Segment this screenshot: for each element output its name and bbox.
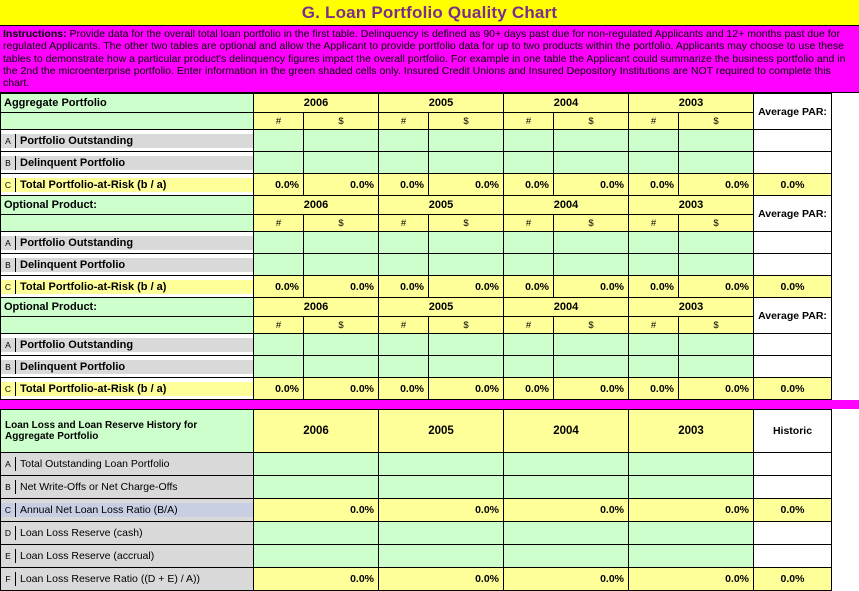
row-label: Total Portfolio-at-Risk (b / a) xyxy=(16,382,254,396)
input-cell[interactable] xyxy=(379,453,504,476)
input-cell[interactable] xyxy=(254,453,379,476)
table-row xyxy=(1,545,832,568)
input-cell[interactable] xyxy=(429,130,504,152)
portfolio-tables xyxy=(0,93,832,400)
input-cell[interactable] xyxy=(554,254,629,276)
input-cell[interactable] xyxy=(504,522,629,545)
input-cell[interactable] xyxy=(504,476,629,499)
calc-cell: 0.0% xyxy=(379,276,429,298)
row-index: A xyxy=(1,457,16,471)
year-header-2003: 2003 xyxy=(629,298,754,317)
historic-cell xyxy=(754,545,832,568)
year-header-2004: 2004 xyxy=(504,196,629,215)
calc-cell: 0.0% xyxy=(429,276,504,298)
table-row xyxy=(1,152,832,174)
calc-cell: 0.0% xyxy=(379,499,504,522)
page-title: G. Loan Portfolio Quality Chart xyxy=(301,2,558,22)
input-cell[interactable] xyxy=(254,232,304,254)
total-row xyxy=(1,276,832,298)
average-cell xyxy=(754,356,832,378)
table-row xyxy=(1,130,832,152)
subheader-dollar-2005: $ xyxy=(429,113,504,130)
row-label: Loan Loss Reserve Ratio ((D + E) / A)) xyxy=(16,572,254,586)
input-cell[interactable] xyxy=(304,130,379,152)
subheader-num-2004: # xyxy=(504,317,554,334)
instructions-label: Instructions: xyxy=(3,28,67,40)
instructions-text: Provide data for the overall total loan portfolio in the first table. Delinquency is defined as 90+ days past due for non-regulated Applicants and 12+ months past due for regulated Applicants. The other two tables are optional and allow the Applicant to provide portfolio data for up to two products within the portfolio. Applicants may choose to use these tables to demonstrate how a particular product's delinquency figures impact the overall portfolio. For example in one table the Applicant could summarize the business portfolio and in the 2nd the microenterprise portfolio. Enter information in the green shaded cells only. Insured Credit Unions and Insured Depository Institutions are NOT required to complete this chart. xyxy=(3,28,846,90)
calc-cell: 0.0% xyxy=(679,378,754,400)
input-cell[interactable] xyxy=(254,476,379,499)
section-title-optional-2[interactable]: Optional Product: xyxy=(1,298,254,317)
input-cell[interactable] xyxy=(379,130,429,152)
input-cell[interactable] xyxy=(629,152,679,174)
row-label: Portfolio Outstanding xyxy=(16,338,254,352)
input-cell[interactable] xyxy=(504,232,554,254)
row-index: E xyxy=(1,549,16,563)
input-cell[interactable] xyxy=(379,254,429,276)
section-header-row xyxy=(1,94,832,113)
section-divider xyxy=(0,400,859,409)
input-cell[interactable] xyxy=(629,254,679,276)
historic-cell: 0.0% xyxy=(754,568,832,591)
table-row xyxy=(1,568,832,591)
subheader-dollar-2003: $ xyxy=(679,317,754,334)
subheader-dollar-2006: $ xyxy=(304,317,379,334)
table-row xyxy=(1,453,832,476)
row-label-cell xyxy=(1,334,254,356)
input-cell[interactable] xyxy=(254,522,379,545)
section-header-row xyxy=(1,196,832,215)
input-cell[interactable] xyxy=(429,356,504,378)
row-index: B xyxy=(1,360,16,374)
calc-cell: 0.0% xyxy=(254,276,304,298)
input-cell[interactable] xyxy=(504,334,554,356)
input-cell[interactable] xyxy=(504,254,554,276)
subheader-num-2005: # xyxy=(379,113,429,130)
year-header-2005: 2005 xyxy=(379,196,504,215)
input-cell[interactable] xyxy=(379,152,429,174)
subheader-dollar-2003: $ xyxy=(679,113,754,130)
bottom-table-title: Loan Loss and Loan Reserve History for Aggregate Portfolio xyxy=(1,410,254,453)
calc-cell: 0.0% xyxy=(379,378,429,400)
input-cell[interactable] xyxy=(379,522,504,545)
input-cell[interactable] xyxy=(504,152,554,174)
calc-cell: 0.0% xyxy=(504,174,554,196)
input-cell[interactable] xyxy=(629,232,679,254)
input-cell[interactable] xyxy=(429,232,504,254)
row-label-cell xyxy=(1,453,254,476)
input-cell[interactable] xyxy=(629,522,754,545)
row-index: A xyxy=(1,338,16,352)
average-par-value: 0.0% xyxy=(754,174,832,196)
row-label: Total Portfolio-at-Risk (b / a) xyxy=(16,178,254,192)
row-label-cell xyxy=(1,522,254,545)
row-label-cell xyxy=(1,499,254,522)
input-cell[interactable] xyxy=(554,130,629,152)
input-cell[interactable] xyxy=(629,356,679,378)
loan-loss-history-table xyxy=(0,409,832,591)
average-cell xyxy=(754,334,832,356)
subheader-dollar-2003: $ xyxy=(679,215,754,232)
input-cell[interactable] xyxy=(554,356,629,378)
row-index: F xyxy=(1,572,16,586)
historic-cell xyxy=(754,476,832,499)
input-cell[interactable] xyxy=(254,334,304,356)
table-row xyxy=(1,334,832,356)
row-label: Annual Net Loan Loss Ratio (B/A) xyxy=(16,503,254,517)
row-label: Portfolio Outstanding xyxy=(16,134,254,148)
subheader-dollar-2004: $ xyxy=(554,317,629,334)
page-title-bar xyxy=(0,0,859,26)
input-cell[interactable] xyxy=(304,232,379,254)
subheader-num-2005: # xyxy=(379,317,429,334)
input-cell[interactable] xyxy=(304,356,379,378)
year-header-2006: 2006 xyxy=(254,298,379,317)
input-cell[interactable] xyxy=(379,356,429,378)
total-label-cell xyxy=(1,276,254,298)
row-label: Loan Loss Reserve (accrual) xyxy=(16,549,254,563)
year-header-2004: 2004 xyxy=(504,94,629,113)
calc-cell: 0.0% xyxy=(429,378,504,400)
row-label-cell xyxy=(1,152,254,174)
input-cell[interactable] xyxy=(629,476,754,499)
input-cell[interactable] xyxy=(504,130,554,152)
year-header-2006: 2006 xyxy=(254,94,379,113)
average-par-value: 0.0% xyxy=(754,378,832,400)
average-cell xyxy=(754,232,832,254)
table-row xyxy=(1,476,832,499)
average-par-value: 0.0% xyxy=(754,276,832,298)
row-label: Delinquent Portfolio xyxy=(16,360,254,374)
input-cell[interactable] xyxy=(304,254,379,276)
bottom-year-2003: 2003 xyxy=(629,410,754,453)
historic-cell xyxy=(754,453,832,476)
bottom-year-2004: 2004 xyxy=(504,410,629,453)
subheader-num-2006: # xyxy=(254,215,304,232)
row-label: Net Write-Offs or Net Charge-Offs xyxy=(16,480,254,494)
input-cell[interactable] xyxy=(429,152,504,174)
row-label: Delinquent Portfolio xyxy=(16,156,254,170)
calc-cell: 0.0% xyxy=(554,378,629,400)
row-label-cell xyxy=(1,568,254,591)
calc-cell: 0.0% xyxy=(504,568,629,591)
historic-header: Historic xyxy=(754,410,832,453)
calc-cell: 0.0% xyxy=(379,174,429,196)
subheader-num-2003: # xyxy=(629,113,679,130)
historic-cell xyxy=(754,522,832,545)
average-cell xyxy=(754,152,832,174)
calc-cell: 0.0% xyxy=(629,174,679,196)
table-row xyxy=(1,356,832,378)
year-header-2006: 2006 xyxy=(254,196,379,215)
input-cell[interactable] xyxy=(554,334,629,356)
section-header-row xyxy=(1,298,832,317)
calc-cell: 0.0% xyxy=(554,174,629,196)
year-header-2004: 2004 xyxy=(504,298,629,317)
row-index: C xyxy=(1,280,16,294)
total-row xyxy=(1,378,832,400)
row-label-cell xyxy=(1,545,254,568)
subheader-num-2004: # xyxy=(504,215,554,232)
row-label-cell xyxy=(1,130,254,152)
input-cell[interactable] xyxy=(254,254,304,276)
row-label: Portfolio Outstanding xyxy=(16,236,254,250)
input-cell[interactable] xyxy=(254,152,304,174)
calc-cell: 0.0% xyxy=(504,378,554,400)
table-row xyxy=(1,254,832,276)
year-header-2005: 2005 xyxy=(379,298,504,317)
average-par-header: Average PAR: xyxy=(754,298,832,334)
calc-cell: 0.0% xyxy=(304,276,379,298)
input-cell[interactable] xyxy=(254,545,379,568)
subheader-num-2003: # xyxy=(629,215,679,232)
row-index: D xyxy=(1,526,16,540)
input-cell[interactable] xyxy=(504,453,629,476)
total-row xyxy=(1,174,832,196)
table-row xyxy=(1,522,832,545)
row-index: C xyxy=(1,178,16,192)
table-row xyxy=(1,499,832,522)
input-cell[interactable] xyxy=(379,476,504,499)
row-label: Total Portfolio-at-Risk (b / a) xyxy=(16,280,254,294)
calc-cell: 0.0% xyxy=(379,568,504,591)
subheader-dollar-2004: $ xyxy=(554,215,629,232)
input-cell[interactable] xyxy=(629,334,679,356)
average-cell xyxy=(754,130,832,152)
year-header-2003: 2003 xyxy=(629,196,754,215)
section-subheader-row xyxy=(1,113,832,130)
input-cell[interactable] xyxy=(554,152,629,174)
input-cell[interactable] xyxy=(379,232,429,254)
total-label-cell xyxy=(1,378,254,400)
average-par-header: Average PAR: xyxy=(754,196,832,232)
input-cell[interactable] xyxy=(504,356,554,378)
calc-cell: 0.0% xyxy=(679,174,754,196)
row-index: B xyxy=(1,480,16,494)
row-index: A xyxy=(1,236,16,250)
input-cell[interactable] xyxy=(379,545,504,568)
row-index: C xyxy=(1,503,16,517)
subheader-dollar-2005: $ xyxy=(429,215,504,232)
input-cell[interactable] xyxy=(679,152,754,174)
average-cell xyxy=(754,254,832,276)
average-par-header: Average PAR: xyxy=(754,94,832,130)
subheader-num-2004: # xyxy=(504,113,554,130)
calc-cell: 0.0% xyxy=(629,276,679,298)
calc-cell: 0.0% xyxy=(629,568,754,591)
bottom-header-row xyxy=(1,410,832,453)
input-cell[interactable] xyxy=(504,545,629,568)
section-subtitle-spacer xyxy=(1,215,254,232)
year-header-2005: 2005 xyxy=(379,94,504,113)
calc-cell: 0.0% xyxy=(629,499,754,522)
calc-cell: 0.0% xyxy=(504,499,629,522)
input-cell[interactable] xyxy=(304,152,379,174)
input-cell[interactable] xyxy=(679,254,754,276)
subheader-dollar-2005: $ xyxy=(429,317,504,334)
input-cell[interactable] xyxy=(379,334,429,356)
section-subtitle-spacer xyxy=(1,113,254,130)
input-cell[interactable] xyxy=(629,453,754,476)
calc-cell: 0.0% xyxy=(629,378,679,400)
calc-cell: 0.0% xyxy=(429,174,504,196)
row-index: C xyxy=(1,382,16,396)
calc-cell: 0.0% xyxy=(679,276,754,298)
total-label-cell xyxy=(1,174,254,196)
row-index: B xyxy=(1,156,16,170)
section-subheader-row xyxy=(1,317,832,334)
input-cell[interactable] xyxy=(679,356,754,378)
section-title-aggregate: Aggregate Portfolio xyxy=(1,94,254,113)
input-cell[interactable] xyxy=(254,356,304,378)
year-header-2003: 2003 xyxy=(629,94,754,113)
row-label-cell xyxy=(1,232,254,254)
calc-cell: 0.0% xyxy=(304,378,379,400)
section-subtitle-spacer xyxy=(1,317,254,334)
input-cell[interactable] xyxy=(429,334,504,356)
subheader-num-2006: # xyxy=(254,317,304,334)
row-index: A xyxy=(1,134,16,148)
input-cell[interactable] xyxy=(554,232,629,254)
table-row xyxy=(1,232,832,254)
input-cell[interactable] xyxy=(429,254,504,276)
calc-cell: 0.0% xyxy=(504,276,554,298)
subheader-dollar-2004: $ xyxy=(554,113,629,130)
subheader-num-2006: # xyxy=(254,113,304,130)
subheader-dollar-2006: $ xyxy=(304,215,379,232)
input-cell[interactable] xyxy=(254,130,304,152)
instructions-block xyxy=(0,26,859,93)
row-label-cell xyxy=(1,254,254,276)
row-label: Total Outstanding Loan Portfolio xyxy=(16,457,254,471)
calc-cell: 0.0% xyxy=(254,499,379,522)
calc-cell: 0.0% xyxy=(254,174,304,196)
input-cell[interactable] xyxy=(679,334,754,356)
subheader-num-2005: # xyxy=(379,215,429,232)
row-index: B xyxy=(1,258,16,272)
input-cell[interactable] xyxy=(679,130,754,152)
section-title-optional-1[interactable]: Optional Product: xyxy=(1,196,254,215)
calc-cell: 0.0% xyxy=(304,174,379,196)
calc-cell: 0.0% xyxy=(254,378,304,400)
subheader-dollar-2006: $ xyxy=(304,113,379,130)
bottom-year-2006: 2006 xyxy=(254,410,379,453)
subheader-num-2003: # xyxy=(629,317,679,334)
calc-cell: 0.0% xyxy=(254,568,379,591)
section-subheader-row xyxy=(1,215,832,232)
input-cell[interactable] xyxy=(629,545,754,568)
row-label-cell xyxy=(1,356,254,378)
input-cell[interactable] xyxy=(629,130,679,152)
input-cell[interactable] xyxy=(304,334,379,356)
bottom-year-2005: 2005 xyxy=(379,410,504,453)
row-label: Loan Loss Reserve (cash) xyxy=(16,526,254,540)
input-cell[interactable] xyxy=(679,232,754,254)
calc-cell: 0.0% xyxy=(554,276,629,298)
row-label-cell xyxy=(1,476,254,499)
historic-cell: 0.0% xyxy=(754,499,832,522)
row-label: Delinquent Portfolio xyxy=(16,258,254,272)
